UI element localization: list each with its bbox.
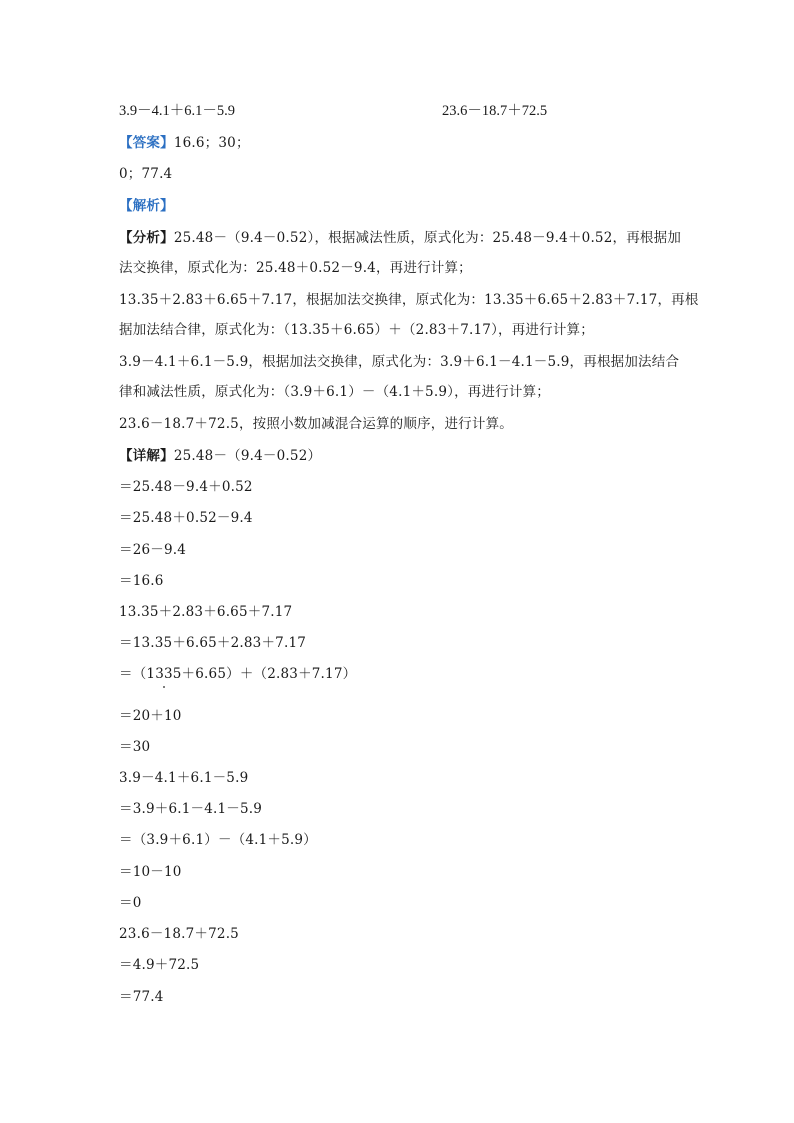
fenxi-text-1b: 法交换律，原式化为：25.48＋0.52－9.4，再进行计算；	[119, 260, 472, 276]
calc-step: 13.35＋2.83＋6.65＋7.17	[119, 604, 293, 620]
calc-step: ＝10－10	[119, 864, 182, 880]
analysis-tag: 【解析】	[119, 198, 174, 214]
answer-values-2: 0；77.4	[119, 166, 173, 182]
answer-line-1	[119, 133, 250, 153]
calc-step: ＝16.6	[119, 573, 164, 589]
fenxi-text-3a: 3.9－4.1＋6.1－5.9，根据加法交换律，原式化为：3.9＋6.1－4.1－5.9，再根据加法结合	[119, 354, 680, 370]
fenxi-text-4: 23.6－18.7＋72.5，按照小数加减混合运算的顺序，进行计算。	[119, 416, 513, 432]
problem-line	[119, 101, 548, 121]
calc-step: ＝30	[119, 739, 151, 755]
stray-dot-mark	[163, 686, 165, 688]
calc-step: ＝3.9＋6.1－4.1－5.9	[119, 801, 263, 817]
calc-step: ＝（1335＋6.65）＋（2.83＋7.17）	[119, 666, 357, 682]
calc-step: ＝26－9.4	[119, 542, 187, 558]
detail-line-first	[119, 446, 321, 466]
calc-step: ＝25.48－9.4＋0.52	[119, 479, 253, 495]
answer-line-2	[119, 164, 172, 184]
problem-expression-2: 23.6－18.7＋72.5	[442, 103, 548, 119]
calc-step: ＝0	[119, 895, 142, 911]
fenxi-line-6	[119, 382, 550, 402]
fenxi-line-2	[119, 258, 472, 278]
calc-step: ＝77.4	[119, 989, 164, 1005]
fenxi-text-2b: 据加法结合律，原式化为：（13.35＋6.65）＋（2.83＋7.17），再进行计算；	[119, 322, 594, 338]
calc-step: 23.6－18.7＋72.5	[119, 926, 239, 942]
answer-tag: 【答案】	[119, 135, 174, 151]
fenxi-text-1a: 25.48－（9.4－0.52），根据减法性质，原式化为：25.48－9.4＋0.52，再根据加	[173, 230, 682, 246]
detail-first-expression: 25.48－（9.4－0.52）	[173, 448, 322, 464]
detail-tag: 【详解】	[119, 448, 174, 464]
calc-step: ＝4.9＋72.5	[119, 957, 200, 973]
calc-step: ＝20＋10	[119, 708, 182, 724]
calc-step: ＝25.48＋0.52－9.4	[119, 510, 253, 526]
fenxi-text-2a: 13.35＋2.83＋6.65＋7.17，根据加法交换律，原式化为：13.35＋6.65＋2.83＋7.17，再根	[119, 292, 699, 308]
fenxi-line-7	[119, 414, 513, 434]
fenxi-line-1	[119, 228, 681, 248]
fenxi-text-3b: 律和减法性质，原式化为：（3.9＋6.1）－（4.1＋5.9），再进行计算；	[119, 384, 550, 400]
fenxi-line-5	[119, 352, 679, 372]
problem-expression-1: 3.9－4.1＋6.1－5.9	[119, 103, 235, 119]
calc-step: ＝13.35＋6.65＋2.83＋7.17	[119, 635, 307, 651]
fenxi-line-4	[119, 320, 594, 340]
calc-step: 3.9－4.1＋6.1－5.9	[119, 770, 249, 786]
calc-step: ＝（3.9＋6.1）－（4.1＋5.9）	[119, 832, 317, 848]
analysis-heading	[119, 196, 174, 216]
fenxi-tag: 【分析】	[119, 230, 174, 246]
fenxi-line-3	[119, 290, 699, 310]
answer-values-1: 16.6；30；	[173, 135, 250, 151]
